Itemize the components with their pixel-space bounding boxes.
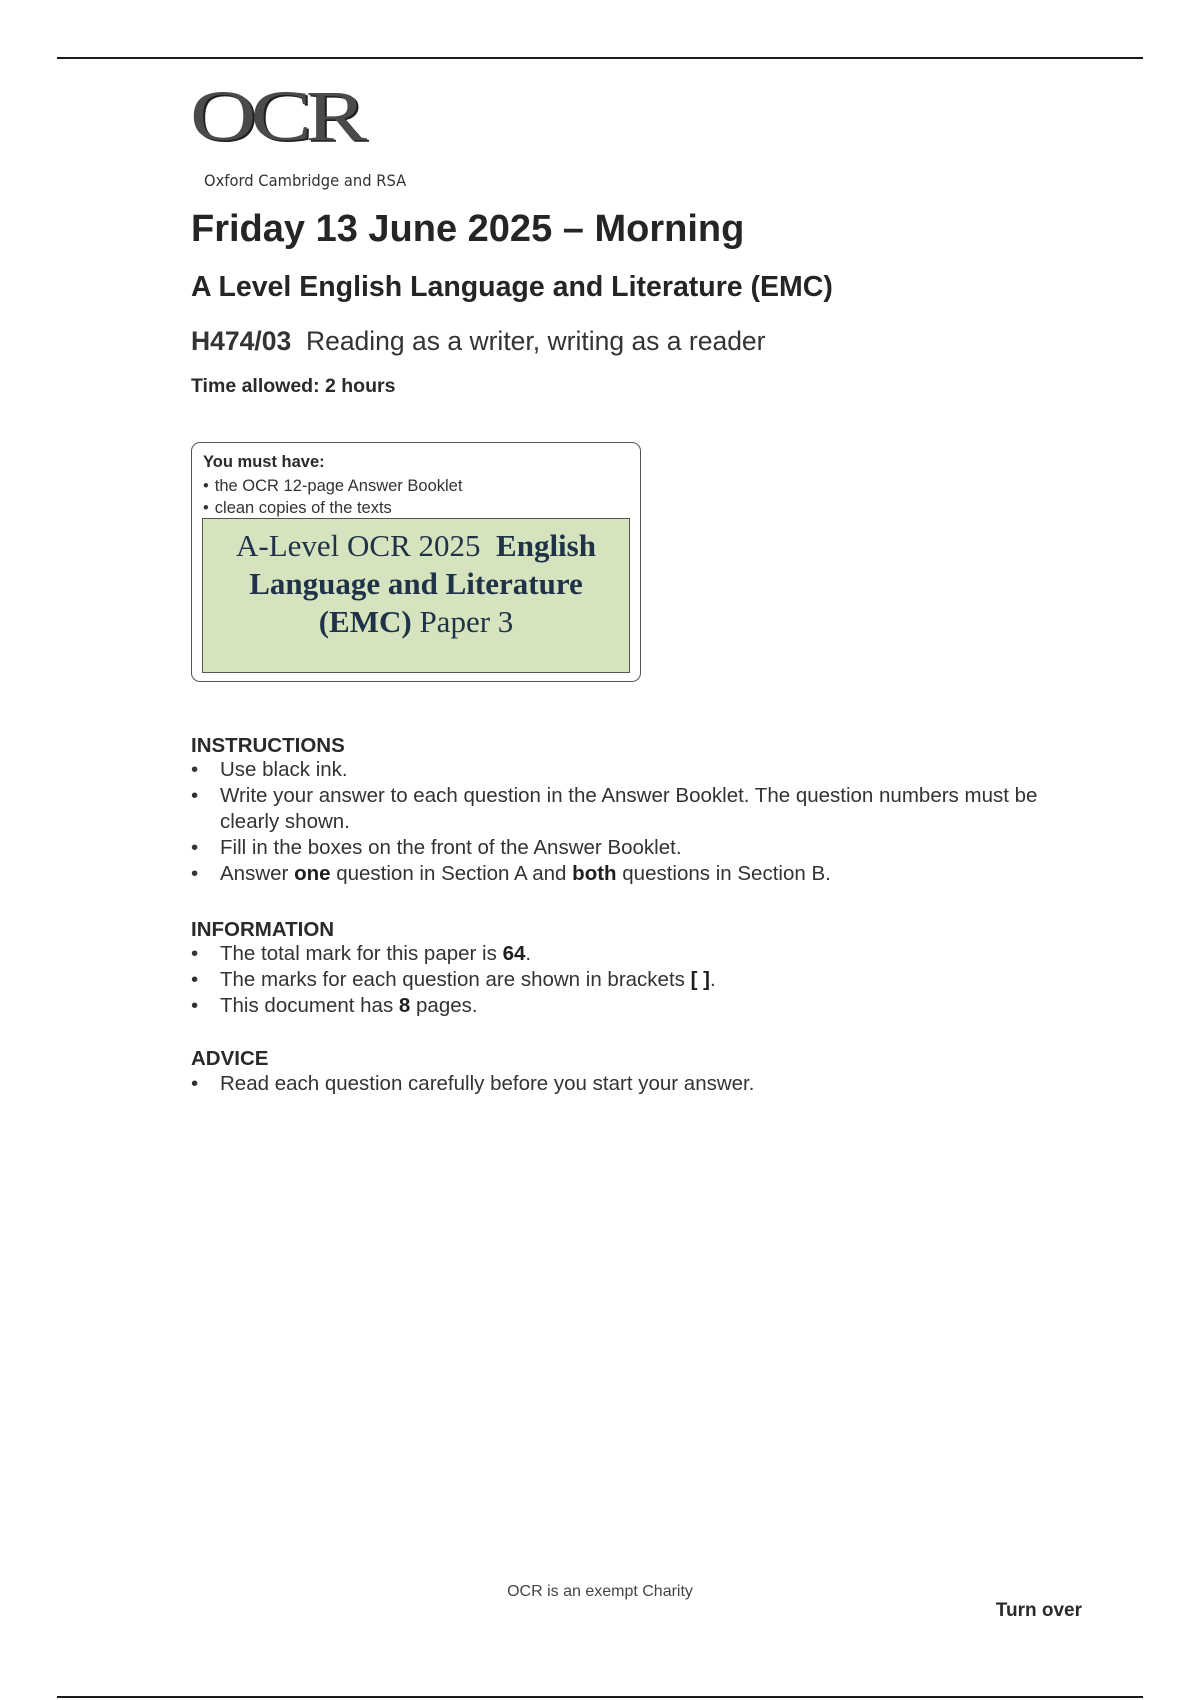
banner-text-bold: (EMC) [318,604,412,639]
list-item [191,967,1091,993]
instructions-list [191,757,1091,887]
exam-date: Friday 13 June 2025 – Morning [191,208,745,250]
banner-text-bold: English [496,528,596,563]
list-item [191,941,1091,967]
text: Answer [220,862,289,885]
turn-over-label: Turn over [995,1600,1082,1621]
text: . [525,942,532,965]
list-item: • Write your answer to each question in the Answer Booklet. The question numbers must be clearly shown. [191,783,1091,835]
ocr-logo [190,76,450,192]
banner-line-3 [203,603,629,641]
paper-banner [202,518,630,673]
bottom-rule [57,1696,1143,1698]
advice-list [191,1071,1091,1097]
charity-note: OCR is an exempt Charity [507,1583,693,1600]
paper-line [191,326,766,357]
time-allowed: Time allowed: 2 hours [191,375,396,397]
advice-heading: ADVICE [191,1047,269,1070]
information-list [191,941,1091,1019]
you-must-have-list [203,475,462,519]
list-item: • Fill in the boxes on the front of the Answer Booklet. [191,835,1091,861]
banner-text-regular: A-Level OCR 2025 [236,528,481,563]
text: The total mark for this paper is [220,942,497,965]
text: . [709,968,716,991]
list-item [191,993,1091,1019]
list-item: • clean copies of the texts [203,497,462,519]
emphasis: 8 [398,994,411,1017]
banner-line-1 [203,527,629,565]
text: pages. [416,994,478,1017]
emphasis: both [572,862,617,885]
ocr-logo-subtitle: Oxford Cambridge and RSA [204,171,407,190]
qualification-title: A Level English Language and Literature (EMC) [191,271,833,303]
emphasis: 64 [502,942,526,965]
banner-text-regular: Paper 3 [419,604,514,639]
instructions-heading: INSTRUCTIONS [191,734,345,757]
paper-title: Reading as a writer, writing as a reader [305,326,766,356]
you-must-have-box [191,442,641,682]
information-heading: INFORMATION [191,918,335,941]
list-item: • the OCR 12-page Answer Booklet [203,475,462,497]
list-item: • Use black ink. [191,757,1091,783]
text: question in Section A and [336,862,567,885]
list-item: • Read each question carefully before you start your answer. [191,1071,1091,1097]
top-rule [57,57,1143,59]
ocr-logo-mark: OCR [190,76,362,156]
text: This document has [220,994,394,1017]
text: The marks for each question are shown in brackets [220,968,685,991]
emphasis: [ ] [690,968,710,991]
text: questions in Section B. [622,862,831,885]
paper-code: H474/03 [191,326,292,356]
emphasis: one [294,862,331,885]
you-must-have-heading: You must have: [203,453,325,471]
banner-line-2: Language and Literature [249,566,583,601]
list-item [191,861,1091,887]
